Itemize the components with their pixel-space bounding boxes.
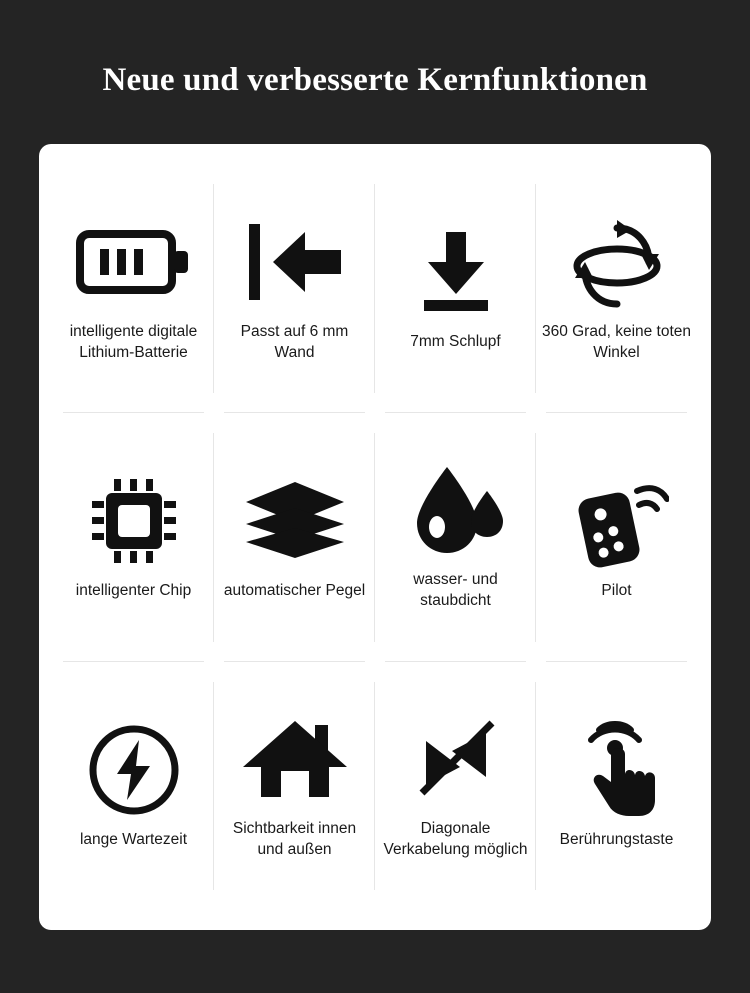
- feature-cell: [53, 662, 214, 911]
- feature-cell: [375, 413, 536, 662]
- chip-icon: [86, 469, 182, 573]
- feature-cell: [214, 662, 375, 911]
- feature-label: Passt auf 6 mm Wand: [240, 322, 349, 361]
- diagonal-wiring-icon: [408, 707, 504, 811]
- feature-card: [39, 144, 711, 930]
- feature-label: Pilot: [601, 581, 632, 599]
- feature-cell: [53, 164, 214, 413]
- feature-label: Berührungstaste: [559, 830, 674, 848]
- feature-label: intelligente digitale Lithium-Batterie: [69, 322, 198, 361]
- feature-label: automatischer Pegel: [223, 581, 366, 599]
- feature-label: intelligenter Chip: [75, 581, 192, 599]
- remote-control-icon: [565, 469, 669, 573]
- feature-cell: [375, 164, 536, 413]
- battery-icon: [76, 210, 192, 314]
- feature-cell: [214, 164, 375, 413]
- feature-label: Diagonale Verkabelung möglich: [383, 820, 528, 858]
- feature-cell: [536, 662, 697, 911]
- arrow-to-wall-left-icon: [243, 210, 347, 314]
- water-drop-icon: [407, 458, 505, 562]
- feature-label: lange Wartezeit: [79, 830, 188, 848]
- feature-cell: [214, 413, 375, 662]
- feature-cell: [53, 413, 214, 662]
- feature-cell: [375, 662, 536, 911]
- page-title: Neue und verbesserte Kernfunktionen: [102, 62, 648, 98]
- 360-rotation-icon: [565, 210, 669, 314]
- feature-cell: [536, 164, 697, 413]
- touch-button-icon: [569, 718, 665, 822]
- lightning-circle-icon: [86, 718, 182, 822]
- feature-label: Sichtbarkeit innen und außen: [232, 820, 357, 858]
- layers-icon: [240, 469, 350, 573]
- feature-grid: [53, 164, 697, 910]
- download-arrow-icon: [410, 220, 502, 324]
- feature-cell: [536, 413, 697, 662]
- feature-label: wasser- und staubdicht: [413, 571, 498, 610]
- feature-label: 7mm Schlupf: [410, 333, 501, 351]
- house-icon: [241, 707, 349, 811]
- feature-label: 360 Grad, keine toten Winkel: [541, 322, 692, 361]
